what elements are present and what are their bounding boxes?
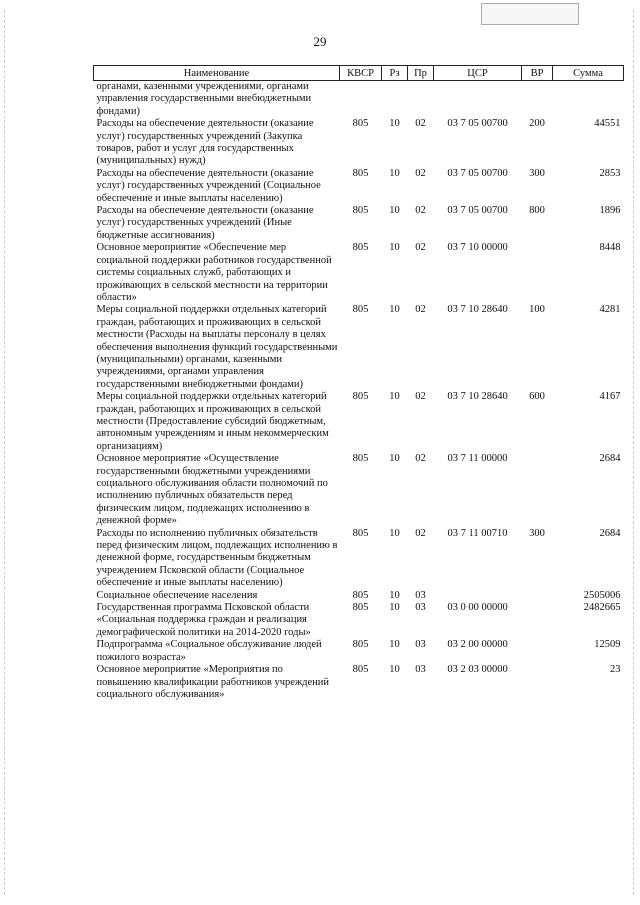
table-row: [94, 242, 624, 304]
cell-kvsr: [340, 81, 382, 119]
table-row: [94, 664, 624, 701]
table-row: [94, 590, 624, 602]
cell-name: Подпрограмма «Социальное обслуживание людей пожилого возраста»: [96, 639, 322, 663]
cell-name: Расходы на обеспечение деятельности (оказание услуг) государственных учреждений (Социальное обеспечение и иные выплаты населению): [96, 167, 321, 204]
cell-pr: 02: [415, 391, 426, 403]
cell-csr: 03 7 05 00700: [447, 118, 508, 130]
table-row: [94, 168, 624, 205]
header-csr: ЦСР: [434, 66, 522, 81]
cell-name: Основное мероприятие «Обеспечение мер социальной поддержки работников государственной системы социальных служб, работающих и проживающих в сельской местности на территории области»: [96, 242, 332, 303]
cell-sum: 4167: [599, 391, 621, 403]
header-name: Наименование: [94, 66, 340, 81]
cell-kvsr: 805: [352, 304, 369, 316]
cell-sum: 2505006: [583, 589, 621, 601]
cell-rz: 10: [389, 589, 400, 601]
cell-vr: [522, 453, 553, 527]
cell-kvsr: 805: [352, 602, 369, 614]
scan-edge-left: [4, 10, 5, 895]
cell-vr: [522, 242, 553, 304]
cell-csr: 03 7 11 00710: [447, 527, 508, 539]
cell-pr: 02: [415, 304, 426, 316]
cell-rz: 10: [389, 639, 400, 651]
cell-name: Расходы на обеспечение деятельности (оказание услуг) государственных учреждений (Иные бюджетные ассигнования): [96, 205, 314, 241]
cell-pr: 03: [415, 602, 426, 614]
cell-pr: 02: [415, 242, 426, 254]
cell-vr: [522, 81, 553, 119]
cell-kvsr: 805: [352, 391, 369, 403]
cell-csr: 03 7 05 00700: [447, 205, 508, 217]
cell-pr: 02: [415, 527, 426, 539]
header-sum: Сумма: [553, 66, 624, 81]
cell-sum: [553, 81, 624, 119]
cell-vr: [522, 602, 553, 639]
table-row: [94, 205, 624, 242]
cell-csr: [434, 590, 522, 602]
cell-pr: 02: [415, 118, 426, 130]
cell-vr: 800: [529, 205, 545, 217]
cell-vr: [522, 664, 553, 701]
cell-csr: 03 2 03 00000: [447, 664, 508, 676]
cell-pr: 03: [415, 664, 426, 676]
table-header-row: [94, 66, 624, 81]
budget-table: [93, 65, 624, 701]
cell-name: Социальное обеспечение населения: [96, 589, 258, 601]
header-vr: ВР: [522, 66, 553, 81]
cell-vr: 600: [529, 391, 545, 403]
cell-sum: 8448: [599, 242, 621, 254]
cell-kvsr: 805: [352, 242, 369, 254]
cell-name: Расходы по исполнению публичных обязательств перед физическим лицом, подлежащих исполнению в денежной форме, государственным бюджетным учреждением Псковской области (Социальное обеспечение и иные выплаты населению): [96, 527, 338, 589]
cell-sum: 44551: [594, 118, 621, 130]
cell-rz: 10: [389, 664, 400, 676]
cell-pr: 02: [415, 205, 426, 217]
table-row: [94, 391, 624, 453]
cell-pr: 02: [415, 167, 426, 179]
cell-rz: 10: [389, 304, 400, 316]
cell-name: Меры социальной поддержки отдельных категорий граждан, работающих и проживающих в сельской местности (Предоставление субсидий бюджетным, автономным учреждениям и иным некоммерческим организациям): [96, 391, 329, 452]
cell-vr: [522, 590, 553, 602]
cell-pr: 03: [415, 639, 426, 651]
cell-csr: [434, 81, 522, 119]
header-kvsr: КВСР: [340, 66, 382, 81]
cell-sum: 4281: [599, 304, 621, 316]
cell-name: Государственная программа Псковской области «Социальная поддержка граждан и реализация демографической политики на 2014-2020 годы»: [96, 602, 311, 638]
cell-csr: 03 2 00 00000: [447, 639, 508, 651]
cell-rz: 10: [389, 242, 400, 254]
cell-rz: 10: [389, 602, 400, 614]
cell-csr: 03 7 10 00000: [447, 242, 508, 254]
cell-vr: [522, 639, 553, 664]
cell-rz: 10: [389, 391, 400, 403]
cell-kvsr: 805: [352, 664, 369, 676]
cell-rz: 10: [389, 118, 400, 130]
cell-csr: 03 7 10 28640: [447, 391, 508, 403]
cell-name: Расходы на обеспечение деятельности (оказание услуг) государственных учреждений (Закупка товаров, работ и услуг для государственных (муниципальных) нужд): [96, 118, 314, 167]
cell-name: Меры социальной поддержки отдельных категорий граждан, работающих и проживающих в сельской местности (Расходы на выплаты персоналу в целях обеспечения выполнения функций государственными (муниципальными) органами, казенными учреждениями, органами управления государственными внебюджетными фондами): [96, 304, 338, 390]
cell-kvsr: 805: [352, 453, 369, 465]
cell-kvsr: 805: [352, 527, 369, 539]
cell-csr: 03 0 00 00000: [447, 602, 508, 614]
cell-rz: 10: [389, 527, 400, 539]
cell-rz: [382, 81, 408, 119]
cell-vr: 300: [529, 527, 545, 539]
table-row: [94, 118, 624, 168]
cell-name: Основное мероприятие «Мероприятия по повышению квалификации работников учреждений социального обслуживания»: [96, 664, 330, 700]
cell-rz: 10: [389, 205, 400, 217]
cell-name: органами, казенными учреждениями, органами управления государственными внебюджетными фондами): [96, 81, 312, 117]
cell-kvsr: 805: [352, 205, 369, 217]
page-number: 29: [313, 34, 327, 49]
cell-sum: 23: [610, 664, 621, 676]
table-row: [94, 528, 624, 590]
cell-csr: 03 7 10 28640: [447, 304, 508, 316]
cell-pr: 03: [415, 589, 426, 601]
cell-kvsr: 805: [352, 589, 369, 601]
cell-rz: 10: [389, 167, 400, 179]
header-pr: Пр: [408, 66, 434, 81]
cell-sum: 2684: [599, 453, 621, 465]
table-row: [94, 453, 624, 527]
cell-vr: 100: [529, 304, 545, 316]
table-row: [94, 639, 624, 664]
header-rz: Рз: [382, 66, 408, 81]
cell-name: Основное мероприятие «Осуществление государственными бюджетными учреждениями социального обслуживания области полномочий по исполнению публичных обязательств перед физическим лицом, подлежащих исполнению в денежной форме»: [96, 453, 328, 527]
table-row: [94, 304, 624, 391]
cell-sum: 2853: [599, 167, 621, 179]
cell-pr: 02: [415, 453, 426, 465]
cell-vr: 300: [529, 167, 545, 179]
cell-rz: 10: [389, 453, 400, 465]
cell-kvsr: 805: [352, 118, 369, 130]
cell-pr: [408, 81, 434, 119]
table-body: [94, 81, 624, 702]
table-row: [94, 81, 624, 119]
cell-csr: 03 7 05 00700: [447, 167, 508, 179]
scan-edge-right: [633, 10, 634, 895]
cell-kvsr: 805: [352, 639, 369, 651]
cell-sum: 12509: [594, 639, 621, 651]
cell-sum: 2482665: [583, 602, 621, 614]
registration-stamp: [481, 3, 579, 25]
cell-sum: 1896: [599, 205, 621, 217]
cell-csr: 03 7 11 00000: [447, 453, 508, 465]
cell-vr: 200: [529, 118, 545, 130]
cell-kvsr: 805: [352, 167, 369, 179]
table-row: [94, 602, 624, 639]
cell-sum: 2684: [599, 527, 621, 539]
